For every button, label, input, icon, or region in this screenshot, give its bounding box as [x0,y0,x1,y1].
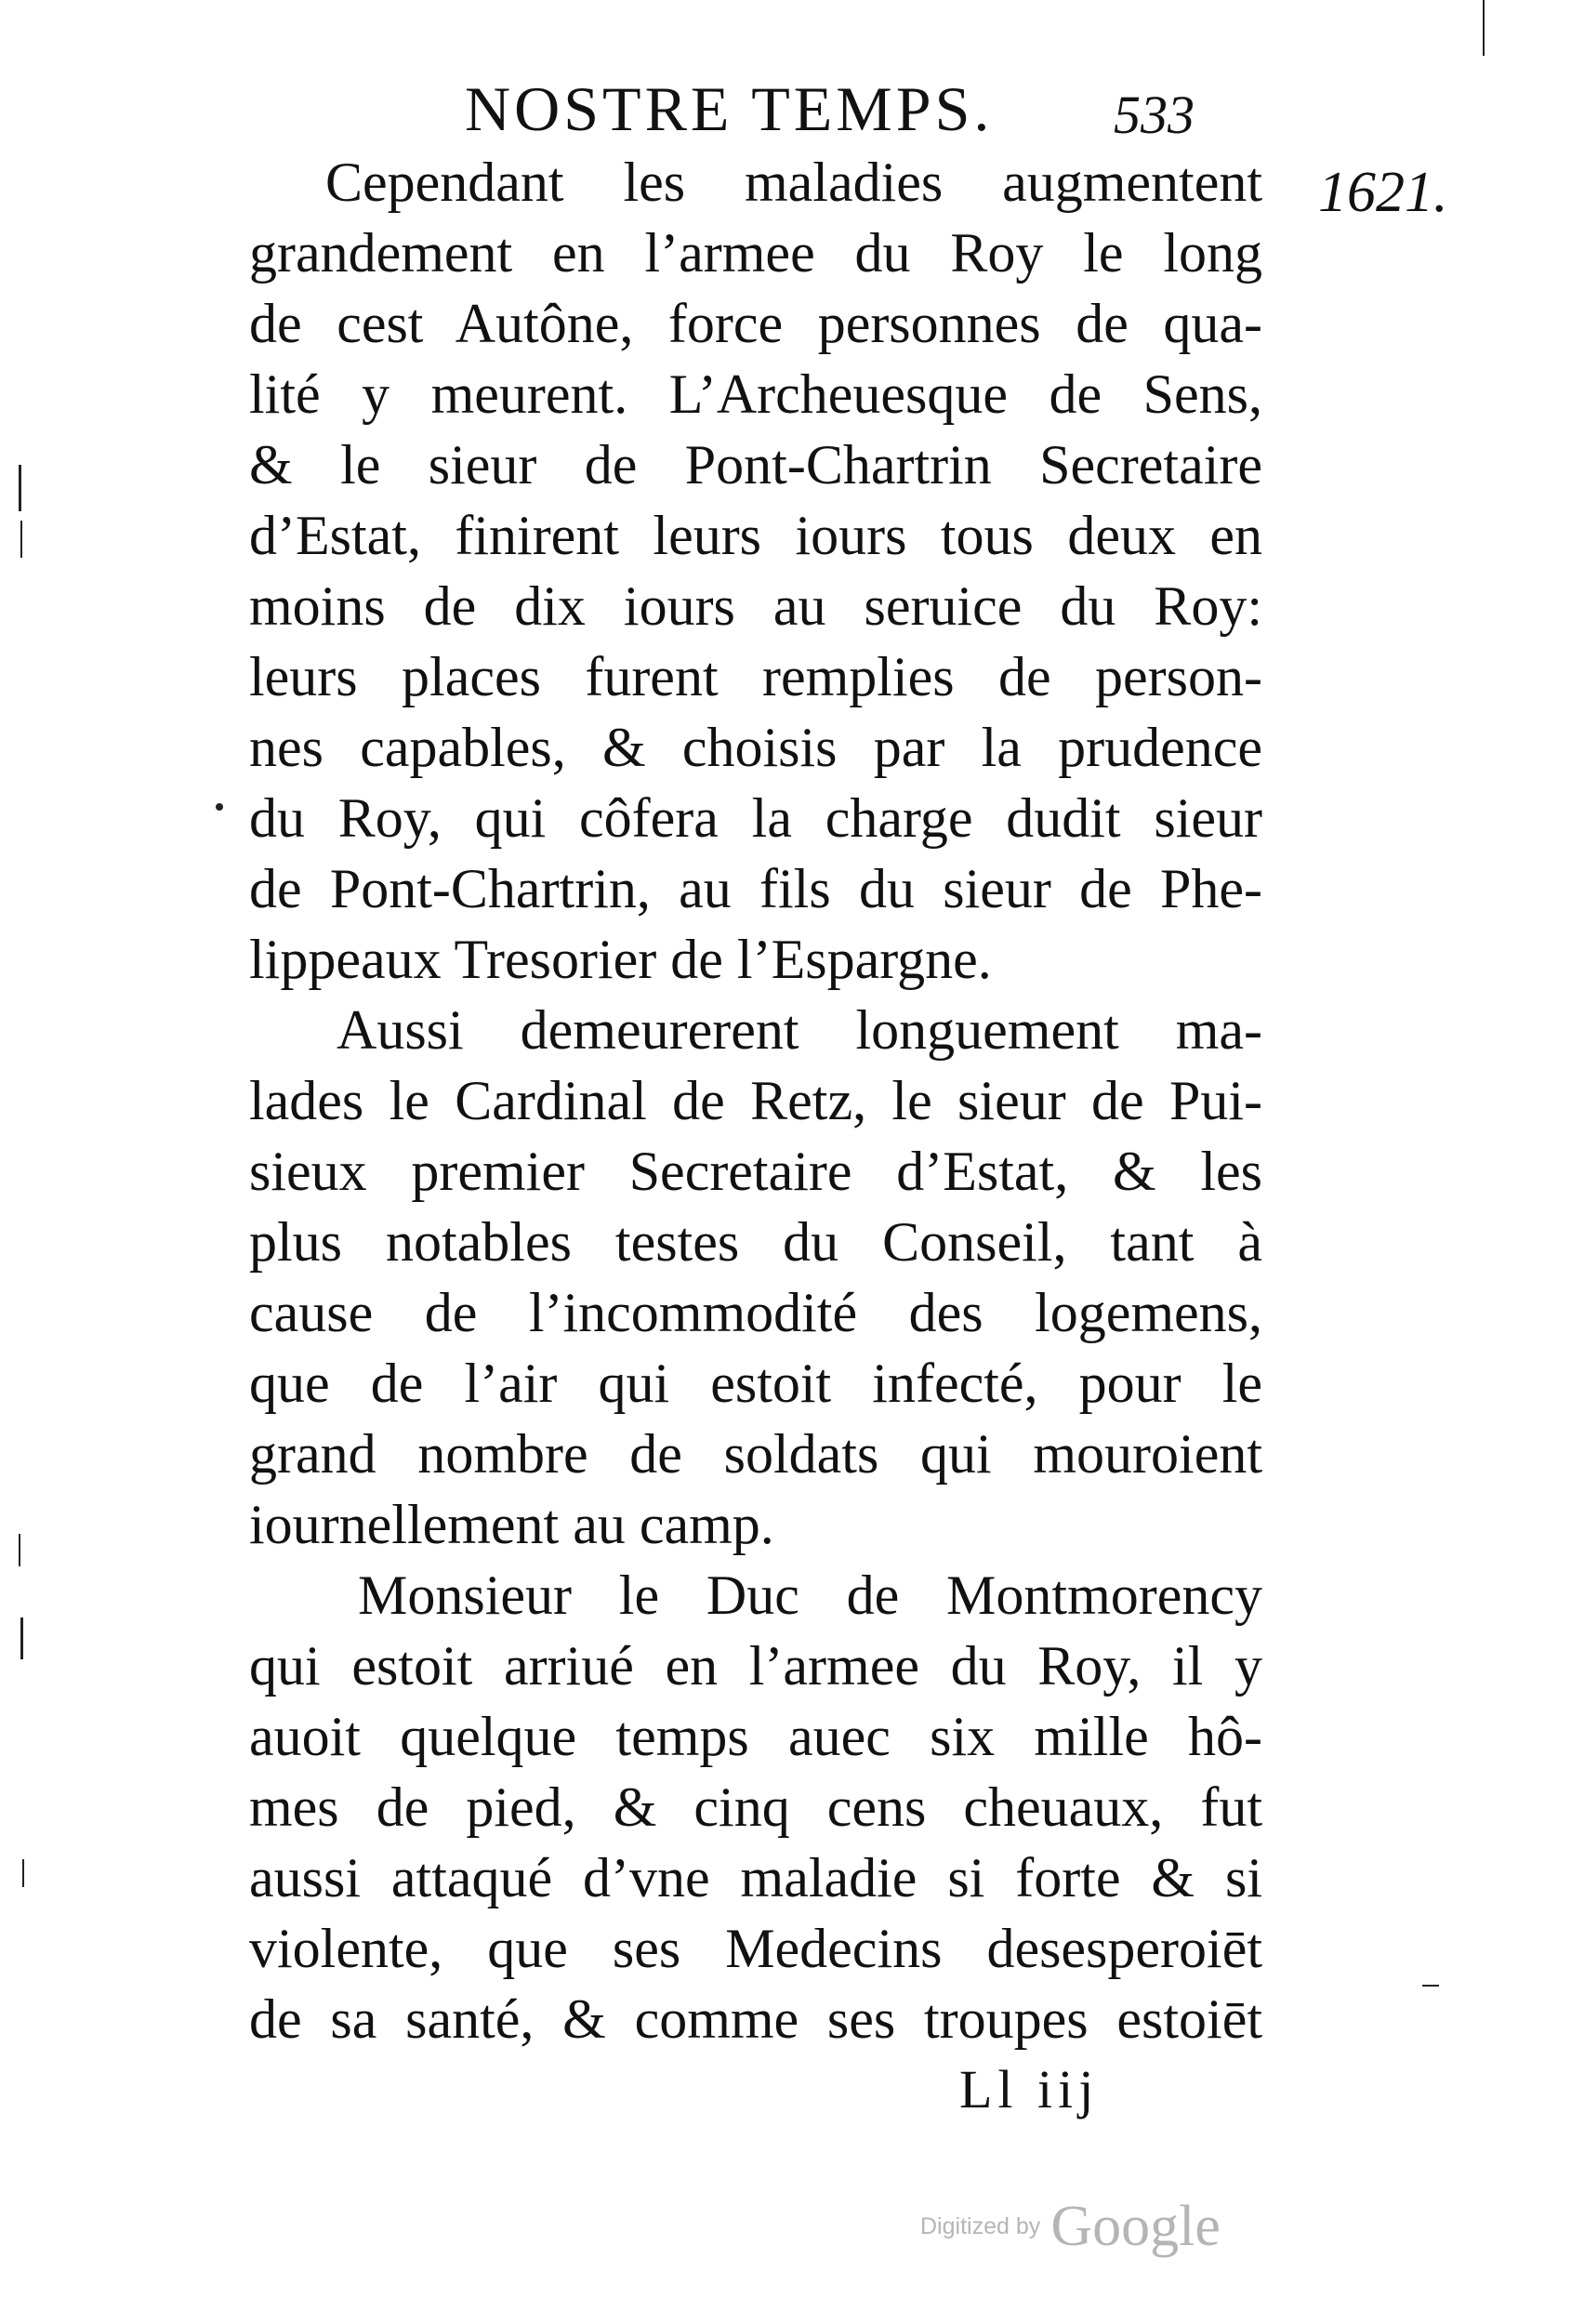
text-line: de sa santé, & comme ses troupes estoiēt [249,1988,1262,2050]
text-line: Cependant les maladies augmentent [325,152,1262,213]
text-line: lité y meurent. L’Archeuesque de Sens, [249,363,1262,425]
text-line: cause de l’incommodité des logemens, [249,1282,1262,1343]
scan-speck [20,1618,23,1659]
text-line: & le sieur de Pont-Chartrin Secretaire [249,434,1262,495]
page-number: 533 [1114,85,1195,145]
text-line: mes de pied, & cinq cens cheuaux, fut [249,1776,1262,1838]
text-line: leurs places furent remplies de person- [249,646,1262,707]
digitized-watermark [920,2194,1221,2260]
text-line: auoit quelque temps auec six mille hô- [249,1706,1262,1767]
scan-speck [19,465,21,511]
scan-speck [22,1859,24,1887]
text-line: Monsieur le Duc de Montmorency [358,1565,1262,1626]
scan-speck [20,521,22,558]
text-line: Aussi demeurerent longuement ma- [337,999,1262,1061]
watermark-digitized-label: Digitized by [920,2213,1041,2239]
text-line: d’Estat, finirent leurs iours tous deux en [249,505,1262,566]
running-title: NOSTRE TEMPS. [465,73,994,144]
scan-speck [1483,0,1485,56]
text-line: nes capables, & choisis par la prudence [249,717,1262,778]
text-line: de cest Autône, force personnes de qua- [249,293,1262,354]
text-line: lades le Cardinal de Retz, le sieur de Pui- [249,1070,1262,1131]
text-line: de Pont-Chartrin, au fils du sieur de Phe- [249,858,1262,919]
text-line: plus notables testes du Conseil, tant à [249,1211,1262,1273]
margin-year-note: 1621. [1318,161,1448,224]
text-line: lippeaux Tresorier de l’Espargne. [249,929,992,990]
text-line: qui estoit arriué en l’armee du Roy, il y [249,1635,1262,1697]
scan-speck [19,1534,20,1566]
text-line: aussi attaqué d’vne maladie si forte & si [249,1847,1262,1908]
watermark-google-logo: Google [1050,2195,1221,2258]
text-line: grandement en l’armee du Roy le long [249,222,1262,284]
text-line: moins de dix iours au seruice du Roy: [249,575,1262,637]
scan-speck [1422,1985,1439,1987]
text-line: que de l’air qui estoit infecté, pour le [249,1353,1262,1414]
text-line: iournellement au camp. [249,1494,774,1555]
text-line: grand nombre de soldats qui mouroient [249,1423,1262,1485]
text-line: sieux premier Secretaire d’Estat, & les [249,1141,1262,1202]
text-line: violente, que ses Medecins desesperoiēt [249,1918,1262,1979]
text-line: du Roy, qui côfera la charge dudit sieur [249,787,1262,849]
signature-mark: Ll iij [959,2059,1100,2119]
scan-speck [216,803,223,811]
